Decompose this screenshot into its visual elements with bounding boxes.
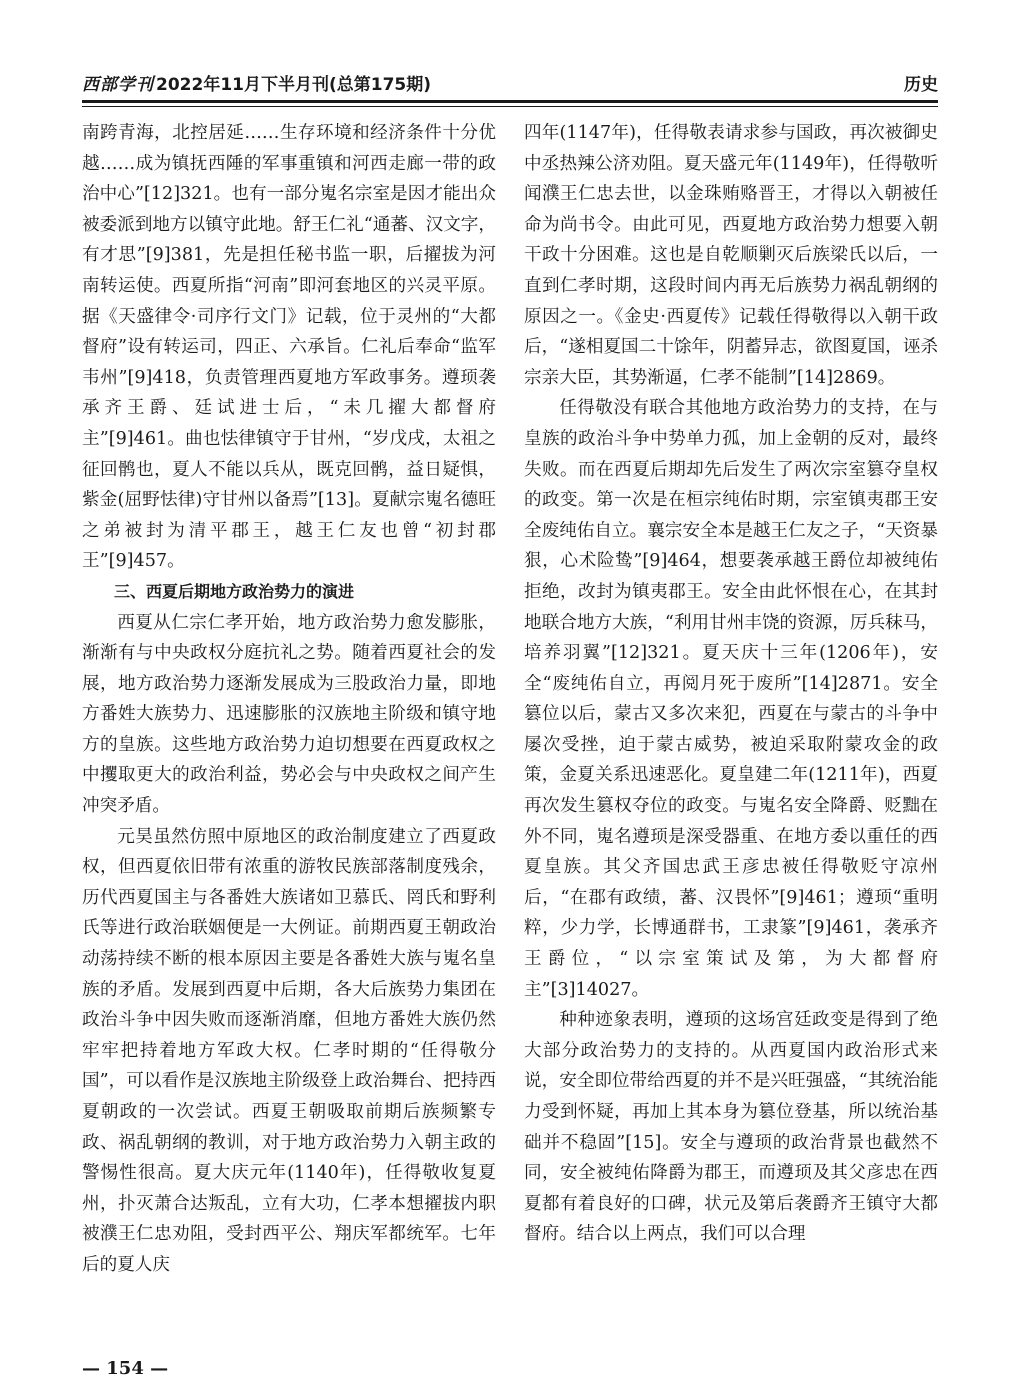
running-header <box>82 66 938 100</box>
journal-logo: 西部学刊 <box>82 75 154 95</box>
paragraph: 任得敬没有联合其他地方政治势力的支持，在与皇族的政治斗争中势单力孤，加上金朝的反对，最终失败。而在西夏后期却先后发生了两次宗室篡夺皇权的政变。第一次是在桓宗纯佑时期，宗室镇夷郡王安全废纯佑自立。襄宗安全本是越王仁友之子，“天资暴狠，心术险鸷”[9]464，想要袭承越王爵位却被纯佑拒绝，改封为镇夷郡王。安全由此怀恨在心，在其封地联合地方大族，“利用甘州丰饶的资源，厉兵秣马，培养羽翼”[12]321。夏天庆十三年(1206年)，安全“废纯佑自立，再阅月死于废所”[14]2871。安全篡位以后，蒙古又多次来犯，西夏在与蒙古的斗争中屡次受挫，迫于蒙古威势，被迫采取附蒙攻金的政策，金夏关系迅速恶化。夏皇建二年(1211年)，西夏再次发生篡权夺位的政变。与嵬名安全降爵、贬黜在外不同，嵬名遵顼是深受器重、在地方委以重任的西夏皇族。其父齐国忠武王彦忠被任得敬贬守凉州后，“在郡有政绩，蕃、汉畏怀”[9]461；遵顼“重明粹，少力学，长博通群书，工隶篆”[9]461，袭承齐王爵位，“以宗室策试及第，为大都督府主”[3]14027。 <box>524 398 938 1000</box>
header-rule-thin <box>82 106 938 107</box>
paragraph: 西夏从仁宗仁孝开始，地方政治势力愈发膨胀，渐渐有与中央政权分庭抗礼之势。随着西夏社会的发展，地方政治势力逐渐发展成为三股政治力量，即地方番姓大族势力、迅速膨胀的汉族地主阶级和镇守地方的皇族。这些地方政治势力迫切想要在西夏政权之中攫取更大的政治利益，势必会与中央政权之间产生冲突矛盾。 <box>82 612 496 817</box>
paragraph: 四年(1147年)，任得敬表请求参与国政，再次被御史中丞热辣公济劝阻。夏天盛元年(1149年)，任得敬听闻濮王仁忠去世，以金珠贿赂晋王，才得以入朝被任命为尚书令。由此可见，西夏地方政治势力想要入朝干政十分困难。这也是自乾顺剿灭后族梁氏以后，一直到仁孝时期，这段时间内再无后族势力祸乱朝纲的原因之一。《金史·西夏传》记载任得敬得以入朝干政后，“遂相夏国二十馀年，阴蓄异志，欲图夏国，诬杀宗亲大臣，其势渐逼，仁孝不能制”[14]2869。 <box>524 123 938 388</box>
section-title: 历史 <box>904 75 938 95</box>
paragraph: 种种迹象表明，遵顼的这场宫廷政变是得到了绝大部分政治势力的支持的。从西夏国内政治形式来说，安全即位带给西夏的并不是兴旺强盛，“其统治能力受到怀疑，再加上其本身为篡位登基，所以统治基础并不稳固”[15]。安全与遵顼的政治背景也截然不同，安全被纯佑降爵为郡王，而遵顼及其父彦忠在西夏都有着良好的口碑，状元及第后袭爵齐王镇守大都督府。结合以上两点，我们可以合理 <box>524 1010 938 1245</box>
section-heading: 三、西夏后期地方政治势力的演进 <box>114 581 355 601</box>
issue-info: 2022年11月下半月刊(总第175期) <box>156 75 431 95</box>
page-number: — 154 — <box>82 1358 169 1379</box>
paragraph: 南跨青海，北控居延……生存环境和经济条件十分优越……成为镇抚西陲的军事重镇和河西走廊一带的政治中心”[12]321。也有一部分嵬名宗室是因才能出众被委派到地方以镇守此地。舒王仁礼“通蕃、汉文字，有才思”[9]381，先是担任秘书监一职，后擢拔为河南转运使。西夏所指“河南”即河套地区的兴灵平原。据《天盛律令·司序行文门》记载，位于灵州的“大都督府”设有转运司，四正、六承旨。仁礼后奉命“监军韦州”[9]418，负责管理西夏地方军政事务。遵顼袭承齐王爵、廷试进士后，“未几擢大都督府主”[9]461。曲也怯律镇守于甘州，“岁戊戌，太祖之征回鹘也，夏人不能以兵从，既克回鹘，益日疑惧，紫金(屈野怯律)守甘州以备焉”[13]。夏献宗嵬名德旺之弟被封为清平郡王，越王仁友也曾“初封郡王”[9]457。 <box>82 123 496 572</box>
paragraph: 元昊虽然仿照中原地区的政治制度建立了西夏政权，但西夏依旧带有浓重的游牧民族部落制度残余，历代西夏国主与各番姓大族诸如卫慕氏、罔氏和野利氏等进行政治联姻便是一大例证。前期西夏王朝政治动荡持续不断的根本原因主要是各番姓大族与嵬名皇族的矛盾。发展到西夏中后期，各大后族势力集团在政治斗争中因失败而逐渐消靡，但地方番姓大族仍然牢牢把持着地方军政大权。仁孝时期的“任得敬分国”，可以看作是汉族地主阶级登上政治舞台、把持西夏朝政的一次尝试。西夏王朝吸取前期后族频繁专政、祸乱朝纲的教训，对于地方政治势力入朝主政的警惕性很高。夏大庆元年(1140年)，任得敬收复夏州，扑灭萧合达叛乱，立有大功，仁孝本想擢拔内职被濮王仁忠劝阻，受封西平公、翔庆军都统军。七年后的夏人庆 <box>82 826 496 1275</box>
journal-issue-line <box>82 70 431 95</box>
left-column <box>82 118 496 1281</box>
right-column <box>524 118 938 1250</box>
header-rule-thick <box>82 100 938 103</box>
